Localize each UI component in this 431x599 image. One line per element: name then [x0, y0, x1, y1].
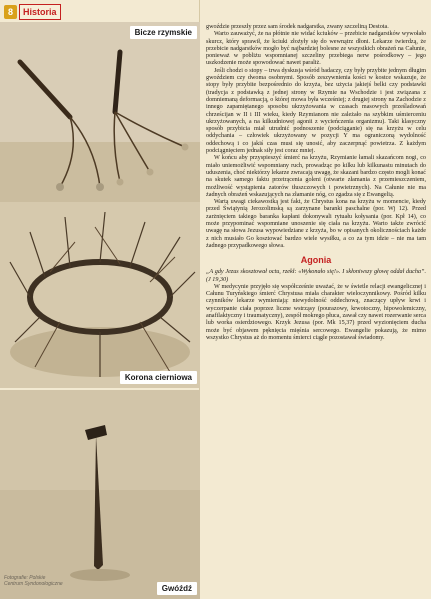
scourge-illustration: [0, 22, 200, 202]
page-header: [4, 4, 61, 20]
crown-of-thorns-illustration: [0, 202, 200, 388]
paragraph: Wartą uwagi ciekawostką jest fakt, że Chrystus kona na krzyżu w momencie, kiedy przed Świątynią Jerozolimską są zarzynane baranki paschalne (por. Wj 12). Przed zarżnięciem takiego baranka kapłani dokonywali rytuału kołysania (por. Kpł 14), co może przypominać wspomniane unoszenie się ciała na krzyżu. Warto także zwrócić uwagę na słowa Jezusa wypowiedziane z krzyża, bo w opisanych okolicznościach każde z nich musiało Go kosztować bardzo wiele wysiłku, a co za tym idzie – nie ma tam żadnego przypadkowego słowa.: [206, 199, 426, 249]
paragraph: W końcu aby przyspieszyć śmierć na krzyżu, Rzymianie łamali skazańcom nogi, co miało uniemożliwić wspomniany ruch, prowadząc po kilku lub kilkunastu minutach do uduszenia, choć niektórzy lekarze zwracają uwagę, że skazani bardzo często mogli konać na skutek samego faktu przetrącenia goleni (otwarte złamania z przemieszczeniem, możliwość wystąpienia zatorów tłuszczowych i powietrznych). Na Całunie nie ma żadnych obrażeń wskazujących na złamanie nóg, co zgadza się z Ewangelią.: [206, 155, 426, 198]
paragraph: gwoździe przeszły przez sam środek nadgarstka, zwany szczeliną Destota.: [206, 24, 389, 30]
scourge-photo: [0, 22, 200, 202]
nail-caption: Gwóźdź: [157, 582, 197, 595]
crown-caption: Korona cierniowa: [120, 371, 197, 384]
section-heading-agonia: Agonia: [300, 255, 332, 266]
section-label: Historia: [19, 4, 61, 20]
photo-credit: Fotografie: Polskie Centrum Syndonologiczne: [4, 575, 63, 587]
paragraph: Jeśli chodzi o stopy – trwa dyskusja wśród badaczy, czy były przybite jednym długim gwoździem czy dwoma osobnymi. Sposób zeszywnienia kości w kostce wskazuje, że stopy były przybite bezpośrednio do krzyża, bez użycia jakiejś belki czy podstawki (tradycja z podstawką z jednej strony w Rzymie na Wschodzie i jest związana z domniemaną deformacją, o której mowa była wcześniej; z drugiej strony na Zachodzie z innego zapamiętanego sposobu ukrzyżowania w czasach masowych prześladowań chrześcijan w II i III wieku, kiedy Rzymianom nie zależało na szybkim uśmierceniu ukrzyżowanych, a na kilkudniowej agonii z wycieńczenia organizmu). Taki klasyczny sposób przybicia miał utrudnić podnoszenie (podciąganie) się na krzyżu w celu oddychania – człowiek ukrzyżowany w pozycji Y ma ograniczoną wydolność oddechową i co jakiś czas musi się unosić, aby zaczerpnąć powietrza. Z każdym podciągnięciem jednak siły jest coraz mniej.: [206, 67, 426, 155]
nail-illustration: [0, 390, 200, 599]
page-number: 8: [4, 5, 17, 19]
scripture-quote: „A gdy Jezus skosztował octu, rzekł: «Wykonało się!». I skłoniwszy głowę oddał ducha”. (J 19,30): [206, 269, 426, 283]
paragraph: W medycynie przyjęło się współcześnie uważać, że w świetle relacji ewangelicznej i Całunu Turyńskiego śmierć Chrystusa miała charakter wieloczynnikowy. Pośród kilku czynników lekarze wymieniają: niewydolność oddechową, znaczący upływ krwi i wyczerpanie ciała poprzez liczne wstrząsy (pourazowy, krwotoczny, hipowolemiczny, anafilaktyczny i traumatyczny), zespół mokrego płuca, zawał czy nawet rozerwanie serca lub worka osierdziowego. Krzyk Jezusa (por. Mk 15,37) przed wyzionięciem ducha może być objawem pęknięcia mięśnia sercowego. Ewangelie pokazują, że mimo wszystko Chrystus aż do momentu śmierci ciągle pozostawał świadomy.: [206, 283, 426, 341]
scourge-caption: Bicze rzymskie: [130, 26, 197, 39]
crown-photo: [0, 202, 200, 388]
nail-photo: [0, 390, 200, 599]
paragraph: Warto zauważyć, że na płótnie nie widać kciuków – przebicie nadgarstków wywołało skurcz, który sprawił, że kciuki złożyły się do wewnątrz dłoni. Lekarze twierdzą, że przebicie nadgarstków mogło być najbardziej bolesne ze wszystkich obrażeń na Całunie, ponieważ w pobliżu wspomnianej szczeliny przebiega nerw pośrodkowy – jego uszkodzenie może spowodować nawet paraliż.: [206, 31, 426, 67]
photo-column: [0, 0, 200, 599]
article-text: [206, 24, 426, 599]
